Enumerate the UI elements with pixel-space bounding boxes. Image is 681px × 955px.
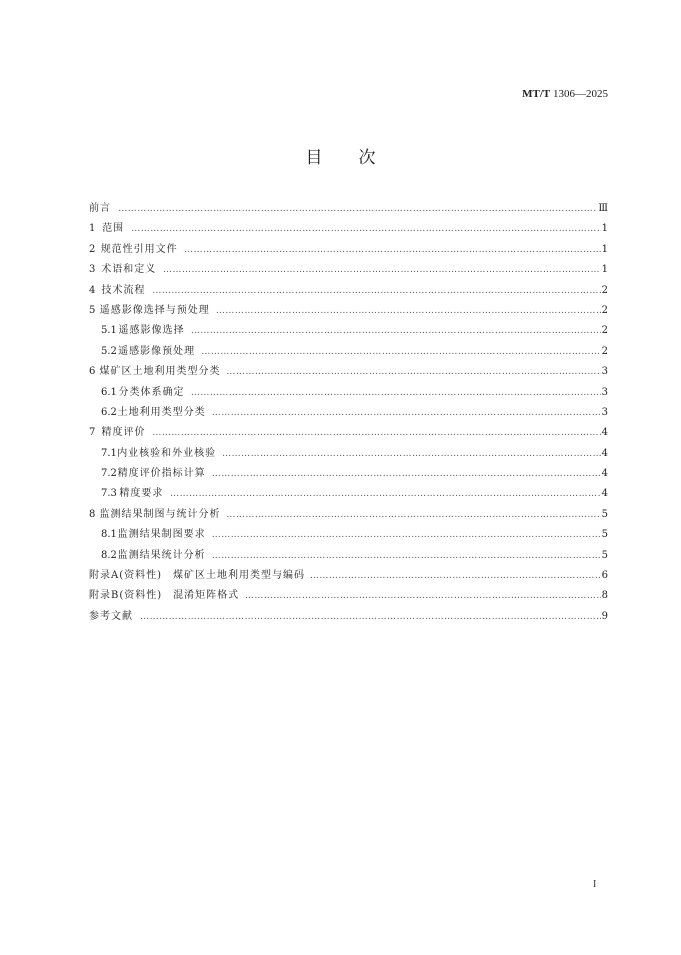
toc-entry[interactable] (89, 484, 608, 504)
toc-entry-number: 8.2 (101, 549, 117, 561)
toc-entry-page: 5 (601, 549, 608, 561)
toc-entry-label: 内业核验和外业核验 (117, 447, 217, 459)
toc-entry-number: 5.1 (101, 325, 117, 337)
toc-entry-number: 7 (89, 427, 96, 439)
toc-entry-page: 2 (601, 284, 608, 296)
toc-entry-label: 规范性引用文件 (100, 243, 178, 255)
toc-entry-label: 遥感影像预处理 (118, 345, 196, 357)
toc-entry-label: 精度评价指标计算 (117, 468, 206, 480)
toc-entry-page: 5 (601, 508, 608, 520)
toc-leader-dots (131, 219, 600, 239)
standard-code-prefix: MT/T (522, 88, 551, 100)
toc-entry-number: 5.2 (101, 345, 117, 357)
toc-entry-page: 1 (601, 264, 608, 276)
toc-leader-dots (212, 546, 601, 566)
toc-leader-dots (152, 423, 600, 443)
toc-entry-label: 土地利用类型分类 (117, 406, 206, 418)
toc-entry-label: 附录A(资料性) 煤矿区土地利用类型与编码 (89, 570, 306, 582)
toc-entry[interactable] (89, 240, 608, 260)
toc-entry-number: 4 (89, 284, 96, 296)
toc-entry-page: 1 (601, 243, 608, 255)
toc-leader-dots (212, 525, 601, 545)
toc-entry-number: 7.1 (101, 447, 117, 459)
table-of-contents (89, 199, 608, 627)
toc-entry-page: 9 (601, 610, 608, 622)
toc-entry-label: 遥感影像选择与预处理 (99, 304, 210, 316)
toc-leader-dots (152, 281, 600, 301)
toc-leader-dots (310, 566, 601, 586)
toc-entry[interactable] (89, 423, 608, 443)
toc-entry-page: 4 (601, 488, 608, 500)
toc-entry-number: 7.3 (101, 488, 117, 500)
toc-entry-label: 参考文献 (89, 610, 133, 622)
toc-entry[interactable] (89, 546, 608, 566)
toc-entry-label: 精度评价 (101, 427, 146, 439)
page-title: 目次 (305, 148, 412, 168)
toc-leader-dots (212, 403, 601, 423)
toc-entry-label: 煤矿区土地利用类型分类 (99, 366, 221, 378)
toc-entry[interactable] (89, 444, 608, 464)
toc-entry-page: Ⅲ (598, 203, 608, 214)
toc-entry-label: 附录B(资料性) 混淆矩阵格式 (89, 590, 240, 602)
toc-entry-page: 3 (601, 386, 608, 398)
toc-entry-page: 8 (601, 590, 608, 602)
toc-leader-dots (118, 199, 597, 219)
toc-entry-number: 8.1 (101, 529, 117, 541)
toc-entry-label: 前言 (89, 203, 111, 214)
toc-entry-number: 5 (89, 304, 96, 316)
toc-entry-label: 范围 (102, 223, 125, 235)
toc-entry-label: 分类体系确定 (118, 386, 185, 398)
toc-leader-dots (163, 260, 601, 280)
toc-leader-dots (226, 505, 600, 525)
toc-entry[interactable] (89, 525, 608, 545)
toc-leader-dots (216, 301, 601, 321)
toc-entry-label: 监测结果统计分析 (117, 549, 206, 561)
toc-entry-number: 7.2 (101, 468, 117, 480)
toc-leader-dots (140, 607, 601, 627)
toc-entry[interactable] (89, 464, 608, 484)
toc-entry-label: 监测结果制图要求 (117, 529, 206, 541)
toc-entry[interactable] (89, 383, 608, 403)
toc-entry[interactable] (89, 260, 608, 280)
toc-leader-dots (201, 342, 600, 362)
toc-entry-number: 3 (89, 264, 96, 276)
toc-entry-page: 3 (601, 366, 608, 378)
toc-entry[interactable] (89, 321, 608, 341)
toc-entry-label: 遥感影像选择 (118, 325, 185, 337)
toc-leader-dots (245, 586, 601, 606)
standard-code-number: 1306—2025 (550, 88, 608, 100)
page-number: I (593, 879, 597, 890)
toc-entry-page: 3 (601, 406, 608, 418)
toc-entry-number: 6.2 (101, 406, 117, 418)
toc-entry-number: 6 (89, 366, 96, 378)
toc-entry-page: 6 (601, 570, 608, 582)
toc-entry-label: 监测结果制图与统计分析 (99, 508, 221, 520)
toc-leader-dots (170, 484, 601, 504)
toc-leader-dots (184, 240, 601, 260)
toc-leader-dots (191, 321, 601, 341)
toc-leader-dots (212, 464, 601, 484)
toc-entry-label: 技术流程 (101, 284, 146, 296)
toc-entry-page: 1 (601, 223, 608, 235)
toc-entry-label: 精度要求 (119, 488, 164, 500)
toc-entry-number: 2 (89, 243, 96, 255)
standard-code (522, 88, 608, 100)
toc-entry[interactable] (89, 362, 608, 382)
toc-entry-page: 2 (601, 325, 608, 337)
toc-entry-label: 术语和定义 (101, 264, 157, 276)
toc-entry[interactable] (89, 342, 608, 362)
toc-leader-dots (191, 383, 601, 403)
toc-leader-dots (222, 444, 600, 464)
toc-entry[interactable] (89, 301, 608, 321)
toc-entry[interactable] (89, 403, 608, 423)
toc-entry-page: 2 (601, 345, 608, 357)
toc-entry-page: 4 (601, 447, 609, 459)
toc-entry[interactable] (89, 586, 608, 606)
toc-entry[interactable] (89, 566, 608, 586)
toc-entry[interactable] (89, 199, 608, 219)
toc-entry-page: 4 (601, 468, 608, 480)
toc-entry[interactable] (89, 505, 608, 525)
toc-entry-number: 8 (89, 508, 96, 520)
toc-entry-page: 5 (601, 529, 608, 541)
toc-leader-dots (226, 362, 600, 382)
toc-entry[interactable] (89, 219, 608, 239)
toc-entry-number: 1 (89, 223, 96, 235)
toc-entry-page: 4 (601, 427, 608, 439)
toc-entry-page: 2 (601, 304, 608, 316)
toc-entry[interactable] (89, 281, 608, 301)
toc-entry-number: 6.1 (101, 386, 117, 398)
toc-entry[interactable] (89, 607, 608, 627)
